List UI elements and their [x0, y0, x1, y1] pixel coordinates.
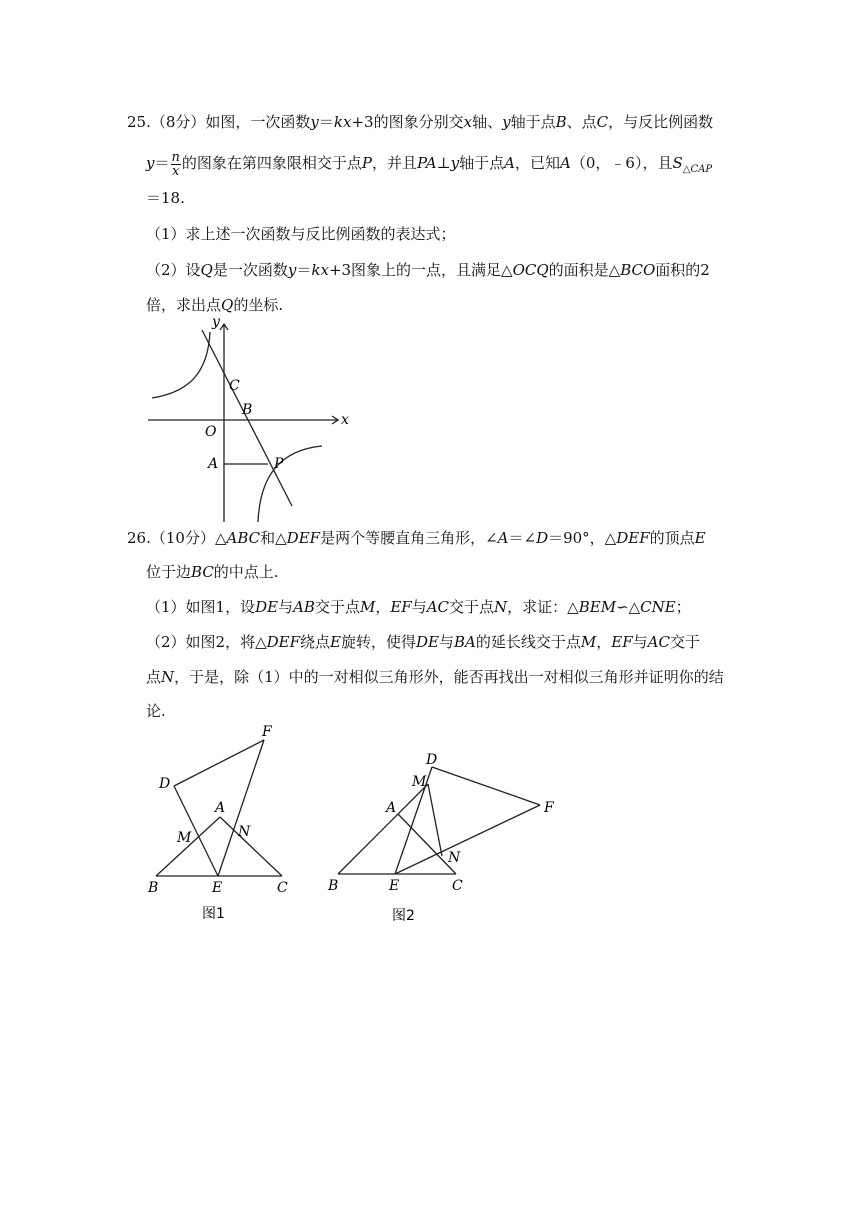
label-M: M [177, 830, 192, 846]
label-y: y [212, 314, 220, 330]
subscript: △CAP [682, 164, 713, 175]
question-score: （10分） [150, 529, 215, 547]
math-var: A [504, 154, 516, 172]
math-var: A [497, 529, 509, 547]
math-var: y [502, 113, 511, 131]
text: 是一次函数 [212, 261, 288, 279]
q26-part-2 [146, 632, 700, 652]
label-E: E [212, 880, 223, 896]
text: 面积的2 [655, 261, 710, 279]
text: ⊥ [436, 154, 451, 172]
text: 绕点 [300, 633, 331, 651]
text: ＝18. [146, 189, 185, 207]
label-D: D [426, 752, 438, 768]
math-var: DE [416, 633, 439, 651]
q25-part-2 [146, 260, 710, 280]
math-var: DEF [616, 529, 650, 547]
math-var: BCO [620, 261, 656, 279]
text: ； [675, 598, 691, 616]
hyperbola-branch-q2 [152, 332, 210, 398]
label-A: A [208, 456, 219, 472]
text: 与 [632, 633, 648, 651]
math-var: BA [454, 633, 476, 651]
text: ，已知 [515, 154, 561, 172]
math-var: PA [417, 154, 437, 172]
math-var: kx [311, 261, 329, 279]
text: ，并且 [371, 154, 417, 172]
label-P: P [274, 456, 284, 472]
label-C: C [229, 378, 240, 394]
q25-line-2 [146, 148, 712, 185]
math-var: ABC [226, 529, 261, 547]
math-var: D [536, 529, 549, 547]
math-var: DE [255, 598, 279, 616]
text: ， [375, 598, 391, 616]
text: ∽△ [616, 598, 641, 616]
q26-part-2-cont [146, 667, 724, 687]
math-var: BC [191, 563, 214, 581]
math-var: CNE [640, 598, 676, 616]
text: 轴、 [472, 113, 503, 131]
text: 倍，求出点 [146, 296, 222, 314]
text: ＝ [154, 154, 170, 172]
math-var: E [694, 529, 706, 547]
math-var: Q [221, 296, 234, 314]
math-var: x [463, 113, 473, 131]
label-D: D [159, 776, 171, 792]
math-var: E [330, 633, 341, 651]
label-A: A [215, 800, 226, 816]
math-var: M [580, 633, 597, 651]
math-var: OCQ [512, 261, 549, 279]
label-B: B [328, 878, 339, 894]
text: 交于点 [449, 598, 495, 616]
label-B: B [148, 880, 159, 896]
q26-figure-2 [322, 742, 572, 932]
text: 和△ [260, 529, 287, 547]
text: （0，﹣6），且 [570, 154, 673, 172]
text: ，求证：△ [507, 598, 579, 616]
label-B: B [242, 402, 253, 418]
q26-line-2 [146, 562, 279, 582]
fraction-n-over-x [171, 151, 181, 178]
math-var: y [450, 154, 460, 172]
question-number: 26. [127, 529, 151, 547]
text: 、点 [566, 113, 597, 131]
text: 的面积是△ [548, 261, 621, 279]
math-var: y [287, 261, 297, 279]
segment-AB [156, 817, 220, 876]
math-var: A [560, 154, 571, 172]
figure-2-caption: 图2 [392, 908, 415, 924]
segment-EF [395, 805, 540, 874]
figure-1-caption: 图1 [202, 906, 225, 922]
label-F: F [262, 724, 272, 740]
math-var: S [672, 154, 683, 172]
math-var: kx [333, 113, 352, 131]
label-F: F [544, 800, 554, 816]
math-var: Q [200, 261, 213, 279]
text: 的坐标. [233, 296, 284, 314]
text: （1）求上述一次函数与反比例函数的表达式； [146, 225, 456, 243]
math-var: DEF [266, 633, 301, 651]
text: （2）设 [146, 261, 201, 279]
segment-BM [338, 784, 428, 874]
text: 交于 [669, 633, 700, 651]
label-M: M [412, 774, 427, 790]
text: +3的图象分别交 [351, 113, 464, 131]
q25-line-3 [146, 188, 185, 208]
text: 与 [438, 633, 454, 651]
text: 点 [146, 668, 162, 686]
question-score: （8分） [150, 113, 206, 131]
label-C: C [452, 878, 463, 894]
q26-line-1 [127, 528, 706, 548]
math-var: DEF [286, 529, 321, 547]
text: ，于是，除（1）中的一对相似三角形外，能否再找出一对相似三角形并证明你的结 [174, 668, 724, 686]
text: 旋转，使得 [340, 633, 416, 651]
text: △ [214, 529, 227, 547]
text: （1）如图1，设 [146, 598, 256, 616]
math-var: EF [390, 598, 412, 616]
q25-line-1 [127, 112, 713, 132]
label-E: E [389, 878, 400, 894]
text: 的图象在第四象限相交于点 [181, 154, 362, 172]
fraction-denominator: x [172, 163, 180, 179]
label-N: N [448, 850, 461, 866]
math-var: AC [426, 598, 450, 616]
text: 轴于点 [459, 154, 505, 172]
math-var: B [555, 113, 567, 131]
text: ， [596, 633, 612, 651]
text: ＝90°，△ [548, 529, 617, 547]
text: 与 [411, 598, 427, 616]
math-var: EF [611, 633, 633, 651]
text: 是两个等腰直角三角形，∠ [320, 529, 498, 547]
text: 如图，一次函数 [205, 113, 311, 131]
math-var: M [359, 598, 376, 616]
q26-part-1 [146, 597, 691, 617]
math-var: C [596, 113, 609, 131]
math-var: y [146, 154, 155, 172]
segment-MN [428, 784, 442, 856]
fraction-numerator: n [171, 149, 180, 165]
math-var: N [161, 668, 175, 686]
label-x: x [341, 412, 349, 428]
text: （2）如图2，将△ [146, 633, 267, 651]
segment-AC [220, 817, 282, 876]
text: 论. [146, 702, 166, 720]
segment-DF [432, 767, 540, 805]
math-var: P [361, 154, 372, 172]
text: ，与反比例函数 [608, 113, 714, 131]
text: ＝ [296, 261, 312, 279]
q25-part-1 [146, 224, 456, 244]
label-N: N [238, 824, 251, 840]
text: 与 [278, 598, 294, 616]
q25-function-graph [140, 310, 370, 525]
question-number: 25. [127, 113, 151, 131]
text: 的顶点 [649, 529, 695, 547]
label-A: A [386, 800, 397, 816]
text: 轴于点 [510, 113, 556, 131]
linear-function-line [202, 330, 292, 506]
label-C: C [277, 880, 288, 896]
text: ＝ [318, 113, 334, 131]
text: 的延长线交于点 [475, 633, 581, 651]
text: +3图象上的一点，且满足△ [328, 261, 513, 279]
q26-figure-1 [140, 718, 320, 928]
math-var: y [310, 113, 319, 131]
math-var: AC [647, 633, 670, 651]
text: 的中点上. [213, 563, 279, 581]
math-var: N [494, 598, 508, 616]
text: 交于点 [314, 598, 360, 616]
label-O: O [205, 424, 217, 440]
text: 位于边 [146, 563, 192, 581]
math-var: BEM [578, 598, 617, 616]
math-var: AB [293, 598, 315, 616]
text: ＝∠ [508, 529, 537, 547]
